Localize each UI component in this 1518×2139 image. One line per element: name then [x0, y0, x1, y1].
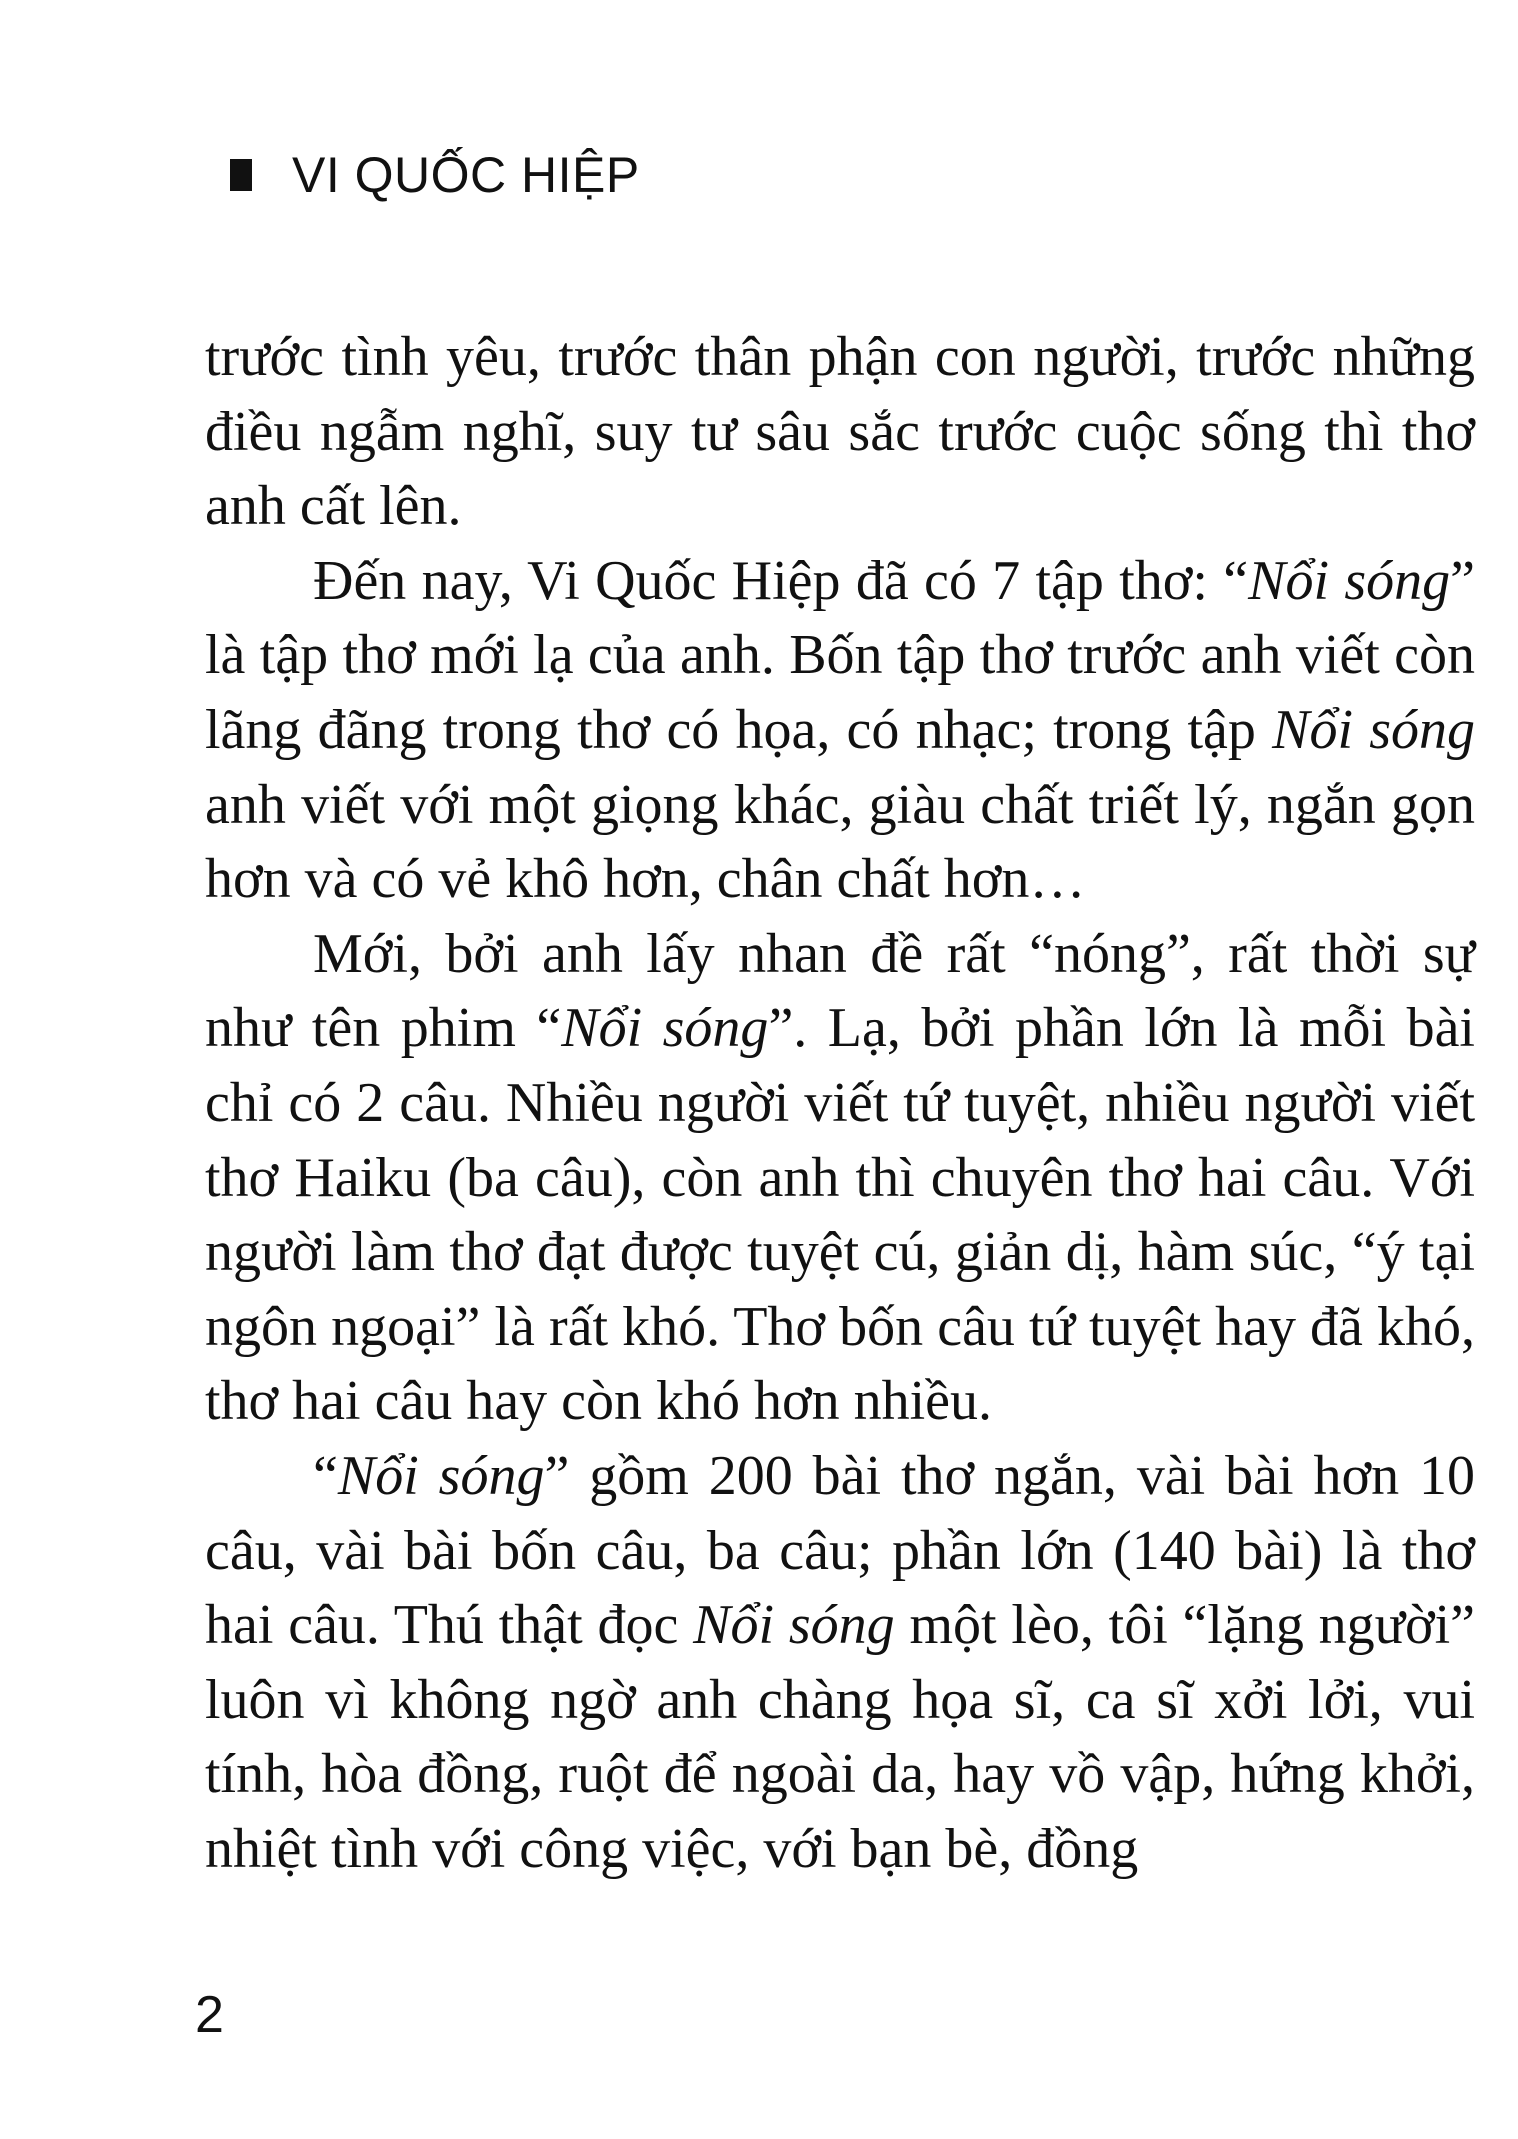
- book-title-italic: Nổi sóng: [1272, 698, 1476, 761]
- paragraph-1: [205, 320, 1475, 544]
- text-segment: ” là tập thơ mới lạ của anh. Bốn tập thơ trước anh viết còn lãng đãng trong thơ có họa, có nhạc; trong tập: [205, 549, 1475, 761]
- book-title-italic: Nổi sóng: [1248, 549, 1451, 612]
- running-header: [230, 145, 640, 205]
- text-segment: ” gồm 200 bài thơ ngắn, vài bài hơn 10 câu, vài bài bốn câu, ba câu; phần lớn (140 bài) là thơ hai câu. Thú thật đọc: [205, 1444, 1476, 1657]
- text-segment: anh viết với một giọng khác, giàu chất triết lý, ngắn gọn hơn và có vẻ khô hơn, chân chất hơn…: [205, 773, 1475, 911]
- text-segment: “: [313, 1444, 338, 1507]
- text-segment: Đến nay, Vi Quốc Hiệp đã có 7 tập thơ: “: [313, 549, 1249, 612]
- header-title: VI QUỐC HIỆP: [292, 147, 640, 203]
- text-segment: trước tình yêu, trước thân phận con người, trước những điều ngẫm nghĩ, suy tư sâu sắc trước cuộc sống thì thơ anh cất lên.: [205, 326, 1475, 538]
- paragraph-3: [205, 917, 1475, 1439]
- text-segment: Mới, bởi anh lấy nhan đề rất “nóng”, rất thời sự như tên phim “: [205, 922, 1475, 1060]
- book-title-italic: Nổi sóng: [561, 997, 769, 1060]
- paragraph-2: [205, 544, 1475, 917]
- body-text: [205, 320, 1475, 1886]
- header-square-bullet: [230, 159, 252, 191]
- book-title-italic: Nổi sóng: [337, 1444, 545, 1507]
- paragraph-4: [205, 1439, 1475, 1887]
- text-segment: ”. Lạ, bởi phần lớn là mỗi bài chỉ có 2 câu. Nhiều người viết tứ tuyệt, nhiều người viết thơ Haiku (ba câu), còn anh thì chuyên thơ hai câu. Với người làm thơ đạt được tuyệt cú, giản dị, hàm súc, “ý tại ngôn ngoại” là rất khó. Thơ bốn câu tứ tuyệt hay đã khó, thơ hai câu hay còn khó hơn nhiều.: [205, 997, 1475, 1433]
- book-title-italic: Nổi sóng: [693, 1594, 895, 1657]
- text-segment: một lèo, tôi “lặng người” luôn vì không ngờ anh chàng họa sĩ, ca sĩ xởi lởi, vui tính, hòa đồng, ruột để ngoài da, hay vồ vập, hứng khởi, nhiệt tình với công việc, với bạn bè, đồng: [205, 1594, 1476, 1880]
- page-number: 2: [195, 1986, 224, 2044]
